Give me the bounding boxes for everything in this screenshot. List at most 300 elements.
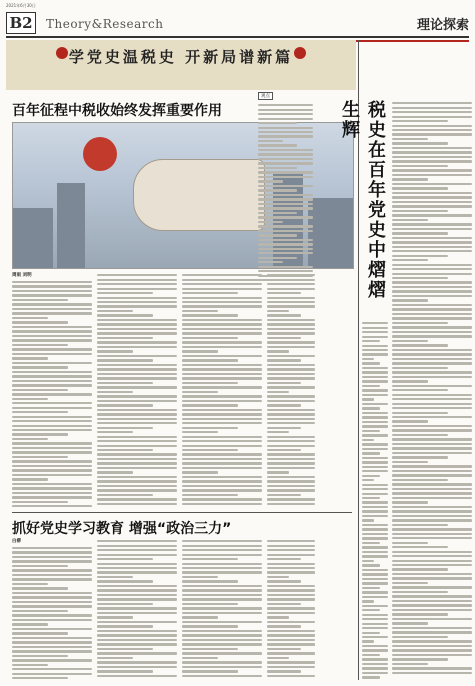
text-line-placeholder <box>12 411 68 413</box>
article1-col-2 <box>97 272 177 507</box>
text-line-placeholder <box>392 183 472 185</box>
text-line-placeholder <box>182 462 262 464</box>
article3-col-narrow <box>362 320 388 680</box>
text-line-placeholder <box>362 528 388 530</box>
text-line-placeholder <box>362 627 388 629</box>
text-line-placeholder <box>392 232 448 234</box>
text-line-placeholder <box>258 270 313 272</box>
text-line-placeholder <box>392 658 448 660</box>
text-line-placeholder <box>392 107 472 109</box>
text-line-placeholder <box>12 375 92 377</box>
text-line-placeholder <box>12 578 92 580</box>
text-line-placeholder <box>12 281 92 283</box>
article2-byline: 白柳 <box>12 539 21 544</box>
text-line-placeholder <box>12 384 92 386</box>
text-line-placeholder <box>97 498 177 500</box>
text-line-placeholder <box>362 614 388 616</box>
text-line-placeholder <box>97 328 177 330</box>
text-line-placeholder <box>362 389 388 391</box>
text-line-placeholder <box>12 348 92 350</box>
text-line-placeholder <box>392 600 472 602</box>
text-line-placeholder <box>12 583 48 585</box>
text-line-placeholder <box>12 451 92 453</box>
text-line-placeholder <box>392 546 448 548</box>
text-line-placeholder <box>362 331 388 333</box>
text-line-placeholder <box>267 563 315 565</box>
photo-building <box>57 183 85 268</box>
text-line-placeholder <box>392 156 472 158</box>
text-line-placeholder <box>267 616 289 618</box>
text-line-placeholder <box>392 618 472 620</box>
text-line-placeholder <box>12 574 92 576</box>
text-line-placeholder <box>392 613 448 615</box>
text-line-placeholder <box>182 404 238 406</box>
text-line-placeholder <box>182 616 218 618</box>
text-line-placeholder <box>267 480 315 482</box>
text-line-placeholder <box>182 422 262 424</box>
text-line-placeholder <box>392 246 472 248</box>
text-line-placeholder <box>392 672 472 674</box>
text-line-placeholder <box>267 377 315 379</box>
text-line-placeholder <box>97 301 177 303</box>
text-line-placeholder <box>267 576 289 578</box>
text-line-placeholder <box>362 578 388 580</box>
text-line-placeholder <box>97 404 153 406</box>
text-line-placeholder <box>12 326 92 328</box>
text-line-placeholder <box>97 630 177 632</box>
page-number: B2 <box>6 12 36 34</box>
text-line-placeholder <box>267 476 315 478</box>
text-line-placeholder <box>97 368 177 370</box>
text-line-placeholder <box>182 319 262 321</box>
text-line-placeholder <box>267 621 315 623</box>
text-line-placeholder <box>392 264 472 266</box>
text-line-placeholder <box>362 506 388 508</box>
text-line-placeholder <box>97 616 133 618</box>
text-line-placeholder <box>392 497 472 499</box>
text-line-placeholder <box>392 237 472 239</box>
text-line-placeholder <box>97 337 153 339</box>
text-line-placeholder <box>97 634 177 636</box>
text-line-placeholder <box>12 398 48 400</box>
text-line-placeholder <box>258 144 297 146</box>
text-line-placeholder <box>362 510 388 512</box>
text-line-placeholder <box>97 563 177 565</box>
text-line-placeholder <box>267 471 289 473</box>
text-line-placeholder <box>362 430 380 432</box>
text-line-placeholder <box>267 462 315 464</box>
text-line-placeholder <box>97 314 153 316</box>
placeholder-text-block <box>12 547 92 680</box>
text-line-placeholder <box>267 400 315 402</box>
text-line-placeholder <box>97 297 177 299</box>
text-line-placeholder <box>392 519 472 521</box>
text-line-placeholder <box>182 558 238 560</box>
photo-hand <box>133 159 265 231</box>
text-line-placeholder <box>267 625 301 627</box>
text-line-placeholder <box>392 255 448 257</box>
text-line-placeholder <box>97 648 153 650</box>
text-line-placeholder <box>392 420 428 422</box>
placeholder-text-block <box>97 274 177 505</box>
text-line-placeholder <box>97 431 133 433</box>
text-line-placeholder <box>392 187 448 189</box>
text-line-placeholder <box>362 380 388 382</box>
text-line-placeholder <box>362 322 388 324</box>
text-line-placeholder <box>97 485 177 487</box>
text-line-placeholder <box>12 673 92 675</box>
text-line-placeholder <box>267 603 301 605</box>
text-line-placeholder <box>392 371 472 373</box>
text-line-placeholder <box>392 281 472 283</box>
text-line-placeholder <box>267 395 315 397</box>
text-line-placeholder <box>362 457 388 459</box>
text-line-placeholder <box>392 151 472 153</box>
text-line-placeholder <box>362 385 380 387</box>
text-line-placeholder <box>362 497 380 499</box>
text-line-placeholder <box>12 335 92 337</box>
text-line-placeholder <box>182 625 238 627</box>
article1-title: 百年征程中税收始终发挥重要作用 <box>12 103 222 119</box>
text-line-placeholder <box>362 582 388 584</box>
text-line-placeholder <box>258 221 283 223</box>
text-line-placeholder <box>258 176 313 178</box>
text-line-placeholder <box>392 551 472 553</box>
text-line-placeholder <box>258 104 313 106</box>
text-line-placeholder <box>97 391 133 393</box>
article1-byline: 周雨 刘明 <box>12 273 32 278</box>
text-line-placeholder <box>258 189 297 191</box>
text-line-placeholder <box>97 288 177 290</box>
text-line-placeholder <box>97 373 177 375</box>
text-line-placeholder <box>182 310 218 312</box>
text-line-placeholder <box>392 398 472 400</box>
article2-col-3 <box>182 538 262 680</box>
text-line-placeholder <box>392 443 472 445</box>
text-line-placeholder <box>97 323 177 325</box>
text-line-placeholder <box>12 623 48 625</box>
text-line-placeholder <box>182 368 262 370</box>
text-line-placeholder <box>392 591 448 593</box>
text-line-placeholder <box>392 461 428 463</box>
text-line-placeholder <box>267 449 301 451</box>
placeholder-text-block <box>182 540 262 677</box>
text-line-placeholder <box>258 180 283 182</box>
text-line-placeholder <box>392 219 428 221</box>
text-line-placeholder <box>12 556 92 558</box>
text-line-placeholder <box>258 109 313 111</box>
text-line-placeholder <box>392 295 472 297</box>
text-line-placeholder <box>97 305 177 307</box>
text-line-placeholder <box>392 277 448 279</box>
text-line-placeholder <box>392 394 472 396</box>
photo-building <box>308 198 353 268</box>
text-line-placeholder <box>97 585 177 587</box>
text-line-placeholder <box>182 630 262 632</box>
text-line-placeholder <box>392 564 472 566</box>
text-line-placeholder <box>362 640 374 642</box>
article1-col-4 <box>267 272 315 507</box>
text-line-placeholder <box>97 364 177 366</box>
text-line-placeholder <box>97 549 177 551</box>
text-line-placeholder <box>392 380 428 382</box>
text-line-placeholder <box>267 350 289 352</box>
text-line-placeholder <box>12 668 92 670</box>
text-line-placeholder <box>258 167 297 169</box>
text-line-placeholder <box>267 540 315 542</box>
text-line-placeholder <box>267 567 315 569</box>
text-line-placeholder <box>12 447 92 449</box>
text-line-placeholder <box>97 670 153 672</box>
text-line-placeholder <box>392 205 472 207</box>
text-line-placeholder <box>182 657 218 659</box>
text-line-placeholder <box>267 301 315 303</box>
text-line-placeholder <box>362 475 380 477</box>
text-line-placeholder <box>182 545 262 547</box>
text-line-placeholder <box>12 496 92 498</box>
text-line-placeholder <box>392 111 472 113</box>
text-line-placeholder <box>362 362 380 364</box>
text-line-placeholder <box>182 355 262 357</box>
text-line-placeholder <box>258 122 297 124</box>
text-line-placeholder <box>392 129 472 131</box>
text-line-placeholder <box>182 589 262 591</box>
text-line-placeholder <box>12 628 92 630</box>
text-line-placeholder <box>182 634 262 636</box>
text-line-placeholder <box>392 268 472 270</box>
text-line-placeholder <box>12 366 68 368</box>
text-line-placeholder <box>362 488 388 490</box>
text-line-placeholder <box>362 546 388 548</box>
text-line-placeholder <box>12 569 92 571</box>
text-line-placeholder <box>267 323 315 325</box>
text-line-placeholder <box>362 470 388 472</box>
text-line-placeholder <box>182 643 262 645</box>
text-line-placeholder <box>258 257 297 259</box>
text-line-placeholder <box>258 158 313 160</box>
text-line-placeholder <box>392 165 448 167</box>
text-line-placeholder <box>362 452 380 454</box>
text-line-placeholder <box>97 418 177 420</box>
text-line-placeholder <box>97 467 177 469</box>
text-line-placeholder <box>392 524 448 526</box>
text-line-placeholder <box>392 349 472 351</box>
text-line-placeholder <box>392 456 448 458</box>
text-line-placeholder <box>392 174 472 176</box>
text-line-placeholder <box>182 279 262 281</box>
text-line-placeholder <box>258 275 313 277</box>
text-line-placeholder <box>267 418 315 420</box>
text-line-placeholder <box>182 639 262 641</box>
text-line-placeholder <box>362 394 388 396</box>
text-line-placeholder <box>392 654 472 656</box>
text-line-placeholder <box>97 413 177 415</box>
text-line-placeholder <box>258 261 283 263</box>
text-line-placeholder <box>362 515 388 517</box>
text-line-placeholder <box>392 147 472 149</box>
text-line-placeholder <box>392 304 472 306</box>
article3-tag: 观点 <box>258 92 273 100</box>
text-line-placeholder <box>182 648 238 650</box>
text-line-placeholder <box>12 303 92 305</box>
text-line-placeholder <box>392 474 472 476</box>
text-line-placeholder <box>182 661 262 663</box>
text-line-placeholder <box>97 580 153 582</box>
text-line-placeholder <box>267 489 315 491</box>
text-line-placeholder <box>182 594 262 596</box>
text-line-placeholder <box>392 201 472 203</box>
text-line-placeholder <box>392 178 428 180</box>
text-line-placeholder <box>97 436 177 438</box>
text-line-placeholder <box>267 675 315 677</box>
text-line-placeholder <box>12 551 92 553</box>
text-line-placeholder <box>392 645 472 647</box>
text-line-placeholder <box>362 663 388 665</box>
text-line-placeholder <box>362 340 380 342</box>
text-line-placeholder <box>392 465 472 467</box>
text-line-placeholder <box>267 445 315 447</box>
text-line-placeholder <box>392 568 448 570</box>
text-line-placeholder <box>392 649 472 651</box>
text-line-placeholder <box>392 403 472 405</box>
text-line-placeholder <box>182 283 262 285</box>
text-line-placeholder <box>267 670 301 672</box>
text-line-placeholder <box>12 299 68 301</box>
text-line-placeholder <box>392 223 472 225</box>
text-line-placeholder <box>258 171 313 173</box>
text-line-placeholder <box>97 319 177 321</box>
text-line-placeholder <box>12 393 92 395</box>
banner-motto: 学党史温税史 开新局谱新篇 <box>68 48 294 66</box>
text-line-placeholder <box>182 563 262 565</box>
banner <box>6 40 356 90</box>
text-line-placeholder <box>267 310 289 312</box>
text-line-placeholder <box>182 571 262 573</box>
text-line-placeholder <box>258 252 313 254</box>
text-line-placeholder <box>392 640 472 642</box>
text-line-placeholder <box>182 418 262 420</box>
text-line-placeholder <box>97 558 153 560</box>
text-line-placeholder <box>392 389 448 391</box>
text-line-placeholder <box>362 605 388 607</box>
text-line-placeholder <box>392 250 472 252</box>
text-line-placeholder <box>362 367 388 369</box>
text-line-placeholder <box>392 627 472 629</box>
text-line-placeholder <box>97 639 177 641</box>
text-line-placeholder <box>258 225 313 227</box>
text-line-placeholder <box>97 395 177 397</box>
text-line-placeholder <box>258 239 313 241</box>
text-line-placeholder <box>12 389 68 391</box>
text-line-placeholder <box>392 483 472 485</box>
text-line-placeholder <box>12 659 92 661</box>
text-line-placeholder <box>258 185 313 187</box>
text-line-placeholder <box>12 596 92 598</box>
text-line-placeholder <box>12 420 92 422</box>
text-line-placeholder <box>392 322 448 324</box>
text-line-placeholder <box>97 598 177 600</box>
text-line-placeholder <box>362 649 388 651</box>
text-line-placeholder <box>392 425 472 427</box>
text-line-placeholder <box>392 228 472 230</box>
text-line-placeholder <box>392 358 472 360</box>
text-line-placeholder <box>392 241 472 243</box>
text-line-placeholder <box>392 501 428 503</box>
text-line-placeholder <box>258 216 313 218</box>
text-line-placeholder <box>12 587 68 589</box>
text-line-placeholder <box>182 666 262 668</box>
text-line-placeholder <box>97 661 177 663</box>
placeholder-text-block <box>267 274 315 505</box>
text-line-placeholder <box>392 367 448 369</box>
text-line-placeholder <box>362 376 388 378</box>
text-line-placeholder <box>12 650 92 652</box>
text-line-placeholder <box>267 589 315 591</box>
text-line-placeholder <box>362 672 388 674</box>
text-line-placeholder <box>97 603 153 605</box>
text-line-placeholder <box>182 445 262 447</box>
article2-col-1 <box>12 538 92 680</box>
text-line-placeholder <box>392 142 448 144</box>
text-line-placeholder <box>362 443 388 445</box>
text-line-placeholder <box>392 308 472 310</box>
text-line-placeholder <box>362 371 388 373</box>
text-line-placeholder <box>12 429 92 431</box>
text-line-placeholder <box>182 498 262 500</box>
text-line-placeholder <box>267 404 301 406</box>
text-line-placeholder <box>362 479 374 481</box>
text-line-placeholder <box>267 364 315 366</box>
text-line-placeholder <box>362 600 374 602</box>
text-line-placeholder <box>182 603 238 605</box>
text-line-placeholder <box>182 436 262 438</box>
text-line-placeholder <box>182 440 262 442</box>
placeholder-text-block <box>258 104 313 281</box>
text-line-placeholder <box>12 407 92 409</box>
text-line-placeholder <box>362 519 374 521</box>
text-line-placeholder <box>97 571 177 573</box>
text-line-placeholder <box>258 140 283 142</box>
text-line-placeholder <box>97 554 177 556</box>
text-line-placeholder <box>12 492 92 494</box>
text-line-placeholder <box>182 328 262 330</box>
text-line-placeholder <box>182 471 218 473</box>
text-line-placeholder <box>12 483 92 485</box>
text-line-placeholder <box>392 214 472 216</box>
text-line-placeholder <box>258 279 297 281</box>
text-line-placeholder <box>267 571 315 573</box>
text-line-placeholder <box>182 485 262 487</box>
text-line-placeholder <box>362 591 388 593</box>
text-line-placeholder <box>182 373 262 375</box>
text-line-placeholder <box>392 573 472 575</box>
text-line-placeholder <box>182 607 262 609</box>
text-line-placeholder <box>392 555 472 557</box>
text-line-placeholder <box>258 162 313 164</box>
text-line-placeholder <box>12 547 92 549</box>
text-line-placeholder <box>267 453 315 455</box>
text-line-placeholder <box>267 422 315 424</box>
text-line-placeholder <box>182 288 262 290</box>
text-line-placeholder <box>392 196 472 198</box>
text-line-placeholder <box>267 545 315 547</box>
text-line-placeholder <box>267 355 315 357</box>
text-line-placeholder <box>362 676 380 678</box>
text-line-placeholder <box>258 203 313 205</box>
text-line-placeholder <box>362 493 388 495</box>
text-line-placeholder <box>182 540 262 542</box>
text-line-placeholder <box>392 362 472 364</box>
